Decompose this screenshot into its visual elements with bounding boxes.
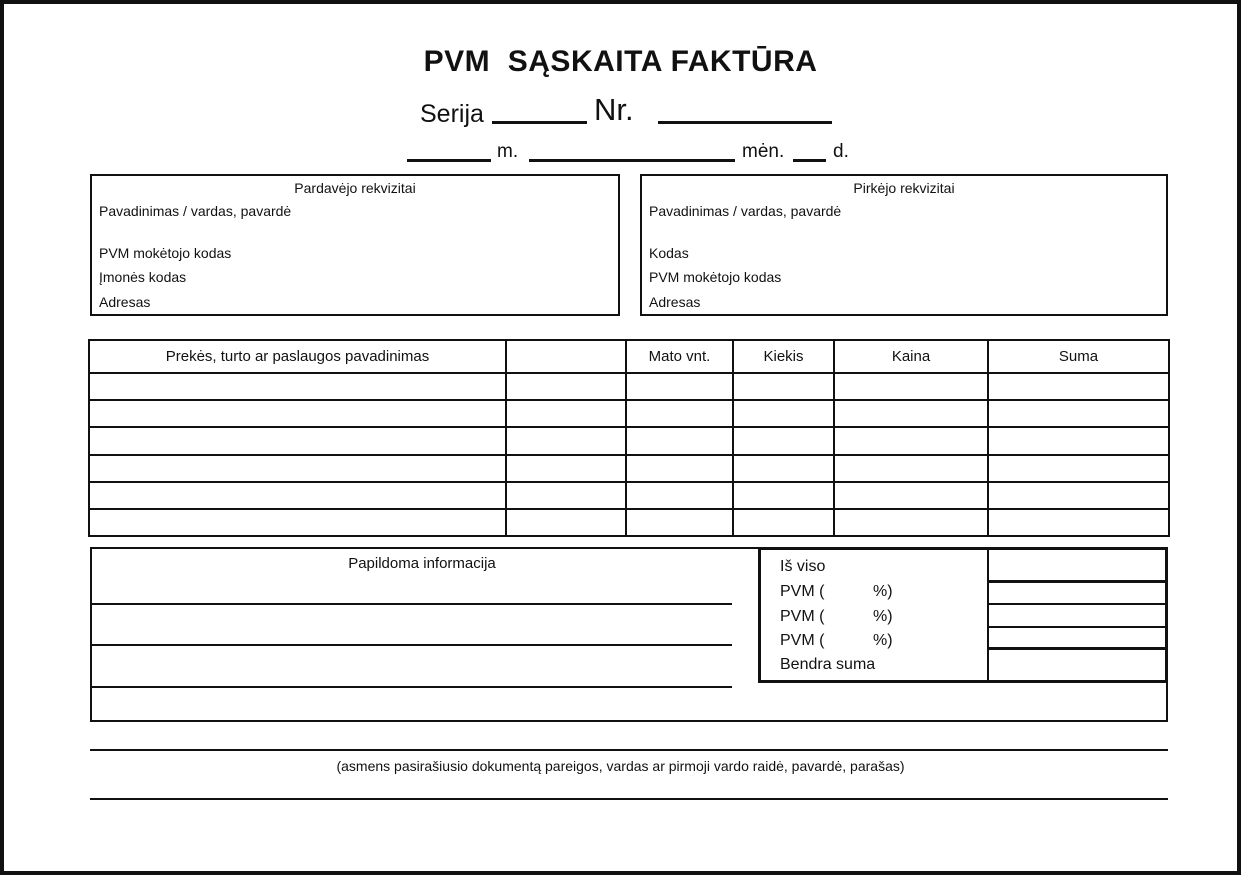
table-cell: [506, 400, 626, 427]
buyer-field-name: Pavadinimas / vardas, pavardė: [649, 203, 842, 219]
table-row: [89, 482, 1169, 509]
table-cell: [506, 509, 626, 536]
table-cell: [506, 427, 626, 454]
header-unit: Mato vnt.: [626, 340, 733, 373]
table-cell: [626, 455, 733, 482]
signature-line-bottom: [90, 798, 1168, 800]
total-pvm-cell-2: [989, 605, 1165, 628]
table-cell: [733, 509, 834, 536]
total-pvm-cell-1: [989, 583, 1165, 605]
table-cell: [626, 427, 733, 454]
form-title: PVM SĄSKAITA FAKTŪRA: [423, 45, 818, 78]
table-cell: [89, 482, 506, 509]
items-table: [88, 339, 1170, 537]
pvm-percent-close: %): [873, 583, 893, 600]
header-amount: Suma: [988, 340, 1169, 373]
additional-info-write-line-3: [92, 686, 732, 688]
table-cell: [988, 455, 1169, 482]
table-row: [89, 427, 1169, 454]
table-cell: [733, 455, 834, 482]
table-cell: [626, 509, 733, 536]
table-cell: [89, 427, 506, 454]
table-cell: [834, 373, 988, 400]
seller-field-address: Adresas: [99, 294, 151, 310]
table-cell: [834, 482, 988, 509]
table-cell: [506, 455, 626, 482]
table-cell: [988, 373, 1169, 400]
buyer-details-box: [640, 174, 1168, 316]
table-cell: [733, 373, 834, 400]
table-cell: [89, 400, 506, 427]
additional-info-write-line-2: [92, 644, 732, 646]
seller-details-box: [90, 174, 620, 316]
buyer-field-vat-code: PVM mokėtojo kodas: [649, 269, 782, 285]
table-cell: [988, 427, 1169, 454]
date-d-label: d.: [833, 141, 849, 162]
nr-blank-line: [658, 121, 832, 124]
total-bendra-label: Bendra suma: [780, 656, 876, 673]
table-cell: [733, 482, 834, 509]
serija-blank-line: [492, 121, 587, 124]
table-cell: [834, 509, 988, 536]
serija-label: Serija: [420, 100, 484, 128]
additional-info-write-line-1: [92, 603, 732, 605]
header-price: Kaina: [834, 340, 988, 373]
date-m-label: m.: [497, 141, 519, 162]
table-cell: [506, 373, 626, 400]
seller-box-title: Pardavėjo rekvizitai: [294, 180, 416, 196]
total-pvm-label-3: [780, 632, 893, 650]
table-cell: [988, 482, 1169, 509]
table-cell: [988, 400, 1169, 427]
buyer-box-title: Pirkėjo rekvizitai: [853, 180, 955, 196]
pvm-percent-close: %): [873, 608, 893, 625]
table-cell: [89, 509, 506, 536]
date-men-label: mėn.: [742, 141, 785, 162]
table-row: [89, 509, 1169, 536]
table-cell: [834, 400, 988, 427]
header-item-name: Prekės, turto ar paslaugos pavadinimas: [89, 340, 506, 373]
total-pvm-label-1: [780, 583, 893, 601]
total-isviso-cell: [989, 550, 1165, 583]
total-isviso-label: Iš viso: [780, 558, 826, 575]
date-year-blank-line: [407, 159, 491, 162]
table-cell: [89, 455, 506, 482]
header-blank: [506, 340, 626, 373]
table-cell: [834, 455, 988, 482]
table-cell: [626, 482, 733, 509]
nr-label: Nr.: [594, 92, 634, 127]
table-row: [89, 373, 1169, 400]
total-pvm-label-2: [780, 608, 893, 626]
header-quantity: Kiekis: [733, 340, 834, 373]
table-cell: [626, 400, 733, 427]
totals-amount-column: [989, 550, 1165, 680]
pvm-percent-close: %): [873, 632, 893, 649]
additional-info-title: Papildoma informacija: [348, 555, 496, 572]
table-cell: [89, 373, 506, 400]
buyer-field-address: Adresas: [649, 294, 701, 310]
pvm-open-paren: PVM (: [780, 583, 825, 600]
table-cell: [733, 427, 834, 454]
pvm-open-paren: PVM (: [780, 608, 825, 625]
date-month-blank-line: [529, 159, 735, 162]
buyer-field-code: Kodas: [649, 245, 689, 261]
total-pvm-cell-3: [989, 628, 1165, 650]
date-day-blank-line: [793, 159, 826, 162]
seller-field-company-code: Įmonės kodas: [99, 269, 187, 285]
table-row: [89, 400, 1169, 427]
items-table-header-row: [89, 340, 1169, 373]
signature-caption: (asmens pasirašiusio dokumentą pareigos, vardas ar pirmoji vardo raidė, pavardė, parašas): [336, 758, 905, 774]
total-bendra-cell: [989, 650, 1165, 680]
totals-box: [758, 547, 1168, 683]
pvm-open-paren: PVM (: [780, 632, 825, 649]
table-cell: [988, 509, 1169, 536]
table-cell: [506, 482, 626, 509]
signature-line-top: [90, 749, 1168, 751]
table-cell: [733, 400, 834, 427]
table-row: [89, 455, 1169, 482]
seller-field-name: Pavadinimas / vardas, pavardė: [99, 203, 292, 219]
seller-field-vat-code: PVM mokėtojo kodas: [99, 245, 232, 261]
table-cell: [834, 427, 988, 454]
table-cell: [626, 373, 733, 400]
